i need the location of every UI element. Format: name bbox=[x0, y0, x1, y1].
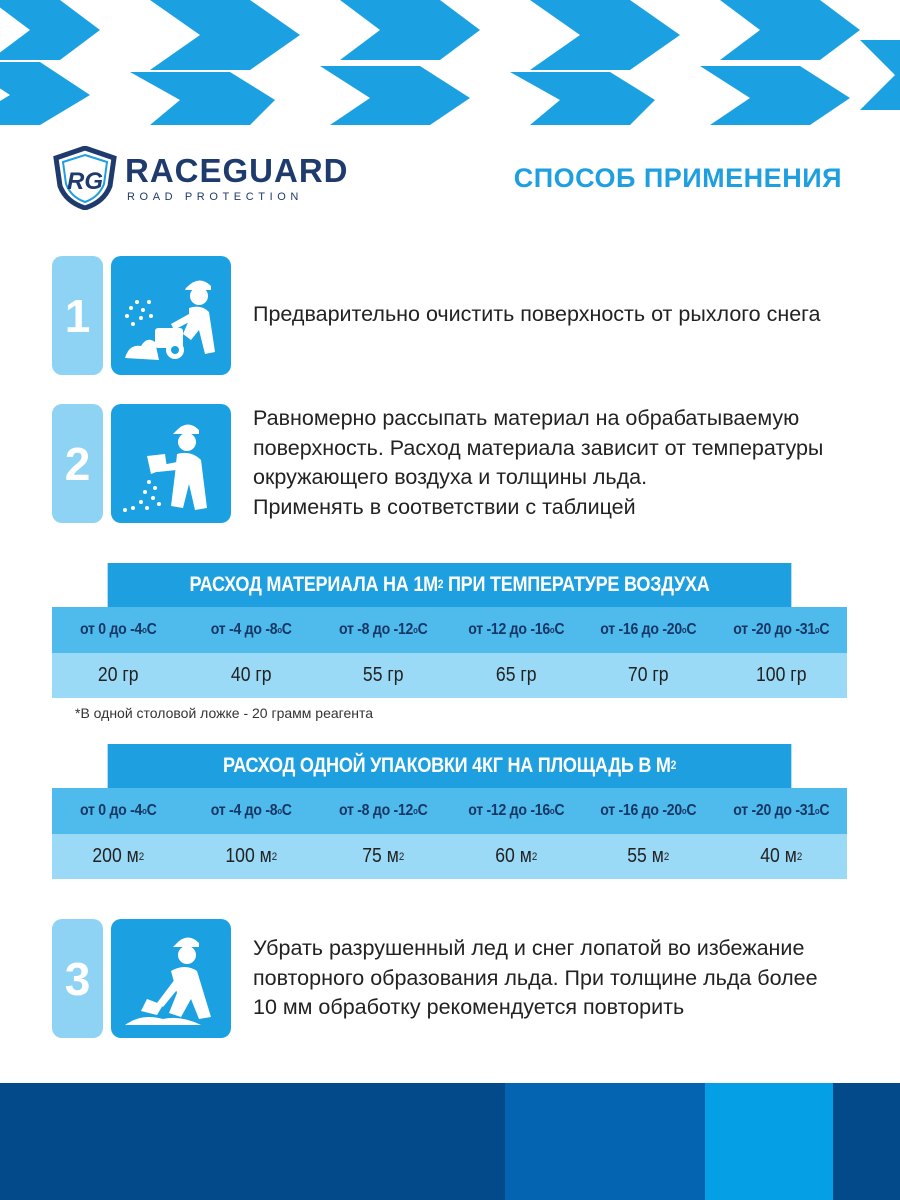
snow-blower-worker-icon bbox=[111, 256, 231, 375]
footer-band-navy-end bbox=[833, 1083, 900, 1200]
shoveling-worker-icon bbox=[111, 919, 231, 1038]
footer-color-bands bbox=[0, 1083, 900, 1200]
step-2-text bbox=[253, 404, 863, 522]
consumption-value-cell: 20 гр bbox=[97, 664, 139, 686]
table-1-ranges-row bbox=[52, 607, 847, 653]
temperature-range-cell: от -4 до -8 o C bbox=[210, 621, 292, 638]
step-1-text bbox=[253, 300, 863, 330]
table-1-values-row bbox=[52, 653, 847, 698]
consumption-value-cell: 55 гр bbox=[362, 664, 404, 686]
footer-band-blue bbox=[505, 1083, 705, 1200]
spreading-worker-icon bbox=[111, 404, 231, 523]
temperature-range-cell: от -12 до -16 o C bbox=[467, 802, 564, 819]
step-2-line: поверхность. Расход материала зависит от температуры bbox=[253, 435, 824, 460]
coverage-value-cell: 100 м 2 bbox=[224, 845, 277, 867]
logo-monogram: RG bbox=[67, 168, 103, 195]
temperature-range-cell: от -20 до -31 o C bbox=[732, 802, 829, 819]
step-3-number: 3 bbox=[52, 919, 103, 1038]
table-2-values-row bbox=[52, 834, 847, 879]
raceguard-logo bbox=[52, 146, 382, 210]
logo-name: RACEGUARD bbox=[125, 152, 349, 189]
step-3-line: Убрать разрушенный лед и снег лопатой во избежание bbox=[253, 936, 805, 960]
temperature-range-cell: от -16 до -20 o C bbox=[600, 802, 697, 819]
logo-tagline: ROAD PROTECTION bbox=[127, 191, 303, 203]
temperature-range-cell: от 0 до -4 o C bbox=[79, 802, 157, 819]
table-2-ranges-row bbox=[52, 788, 847, 834]
step-3-line: повторного образования льда. При толщине льда более bbox=[253, 965, 818, 990]
tablespoon-note: *В одной столовой ложке - 20 грамм реагента bbox=[75, 705, 373, 721]
coverage-value-cell: 55 м 2 bbox=[627, 845, 670, 867]
step-2-line: Равномерно рассыпать материал на обрабатываемую bbox=[253, 406, 800, 430]
package-coverage-table bbox=[52, 744, 847, 879]
table-2-title-main: РАСХОД ОДНОЙ УПАКОВКИ 4КГ НА ПЛОЩАДЬ В М bbox=[222, 754, 671, 777]
temperature-range-cell: от -8 до -12 o C bbox=[338, 621, 428, 638]
footer-band-light-blue bbox=[705, 1083, 833, 1200]
step-2-line: Применять в соответствии с таблицей bbox=[253, 494, 636, 519]
table-1-title-rest: ПРИ ТЕМПЕРАТУРЕ ВОЗДУХА bbox=[443, 573, 710, 596]
step-2-number: 2 bbox=[52, 404, 103, 523]
temperature-range-cell: от -8 до -12 o C bbox=[338, 802, 428, 819]
consumption-value-cell: 40 гр bbox=[230, 664, 272, 686]
step-3-line: 10 мм обработку рекомендуется повторить bbox=[253, 995, 685, 1019]
consumption-value-cell: 100 гр bbox=[755, 664, 806, 686]
coverage-value-cell: 40 м 2 bbox=[759, 845, 802, 867]
table-1-title-main: РАСХОД МАТЕРИАЛА НА 1М bbox=[189, 573, 438, 596]
table-1-title: РАСХОД МАТЕРИАЛА НА 1М 2 ПРИ ТЕМПЕРАТУРЕ ВОЗДУХА bbox=[108, 563, 792, 607]
consumption-value-cell: 65 гр bbox=[495, 664, 537, 686]
step-3-text bbox=[253, 934, 863, 1023]
temperature-range-cell: от -16 до -20 o C bbox=[600, 621, 697, 638]
consumption-value-cell: 70 гр bbox=[627, 664, 669, 686]
temperature-range-cell: от -4 до -8 o C bbox=[210, 802, 292, 819]
consumption-per-m2-table bbox=[52, 563, 847, 698]
footer-band-navy bbox=[0, 1083, 505, 1200]
temperature-range-cell: от -12 до -16 o C bbox=[467, 621, 564, 638]
tire-tread-pattern bbox=[0, 0, 900, 125]
coverage-value-cell: 200 м 2 bbox=[92, 845, 145, 867]
section-title: СПОСОБ ПРИМЕНЕНИЯ bbox=[513, 163, 842, 193]
coverage-value-cell: 60 м 2 bbox=[494, 845, 537, 867]
step-2-line: окружающего воздуха и толщины льда. bbox=[253, 465, 648, 489]
temperature-range-cell: от -20 до -31 o C bbox=[732, 621, 829, 638]
coverage-value-cell: 75 м 2 bbox=[362, 845, 405, 867]
raceguard-shield-icon bbox=[52, 146, 118, 210]
step-1-number: 1 bbox=[52, 256, 103, 375]
step-1-line: Предварительно очистить поверхность от рыхлого снега bbox=[253, 302, 821, 326]
temperature-range-cell: от 0 до -4 o C bbox=[79, 621, 157, 638]
table-2-title: РАСХОД ОДНОЙ УПАКОВКИ 4КГ НА ПЛОЩАДЬ В М 2 bbox=[108, 744, 792, 788]
